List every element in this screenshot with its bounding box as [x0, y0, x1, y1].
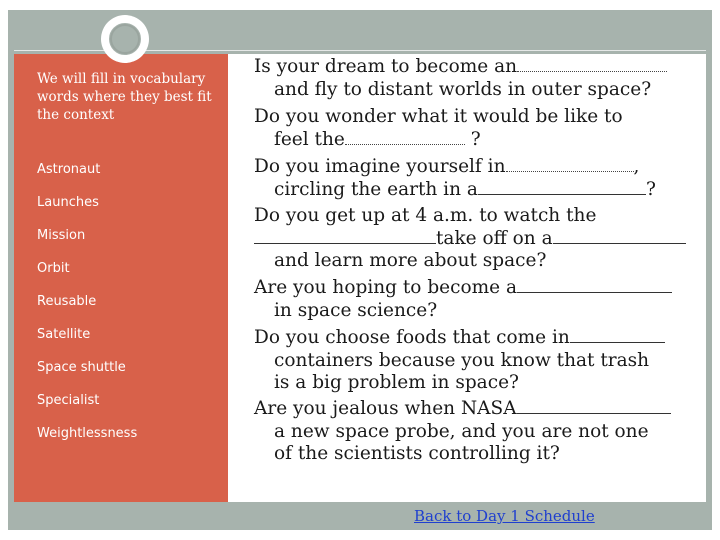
- sidebar-heading: We will fill in vocabulary words where they best fit the context: [37, 71, 212, 123]
- blank[interactable]: [517, 277, 672, 293]
- question-3: Do you imagine yourself in , circling the earth in a ?: [254, 156, 656, 200]
- vocab-word: Orbit: [37, 261, 70, 276]
- blank[interactable]: [254, 228, 436, 244]
- blank[interactable]: [506, 156, 634, 172]
- blank[interactable]: [553, 228, 686, 244]
- footer-band: [14, 502, 706, 526]
- vocab-word: Mission: [37, 228, 86, 243]
- blank[interactable]: [570, 327, 665, 343]
- back-to-schedule-link[interactable]: Back to Day 1 Schedule: [414, 507, 595, 525]
- vocab-word: Reusable: [37, 294, 97, 309]
- vocab-word: Weightlessness: [37, 426, 138, 441]
- blank[interactable]: [517, 398, 671, 414]
- blank[interactable]: [517, 56, 667, 72]
- question-5: Are you hoping to become a in space science?: [254, 277, 672, 322]
- vocab-word: Specialist: [37, 393, 100, 408]
- blank[interactable]: [478, 179, 646, 195]
- question-6: Do you choose foods that come in containers because you know that trash is a big problem in space?: [254, 327, 665, 395]
- question-4: Do you get up at 4 a.m. to watch the take off on a and learn more about space?: [254, 205, 686, 273]
- circle-core: [110, 24, 140, 54]
- question-1: Is your dream to become an and fly to distant worlds in outer space?: [254, 56, 667, 101]
- vocab-word: Astronaut: [37, 162, 101, 177]
- vocab-word: Space shuttle: [37, 360, 126, 375]
- vocab-word: Launches: [37, 195, 99, 210]
- vocabulary-list: [37, 160, 137, 457]
- question-2: Do you wonder what it would be like to feel the ?: [254, 106, 623, 150]
- vocab-word: Satellite: [37, 327, 91, 342]
- question-7: Are you jealous when NASA a new space probe, and you are not one of the scientists controlling it?: [254, 398, 671, 466]
- blank[interactable]: [345, 129, 465, 145]
